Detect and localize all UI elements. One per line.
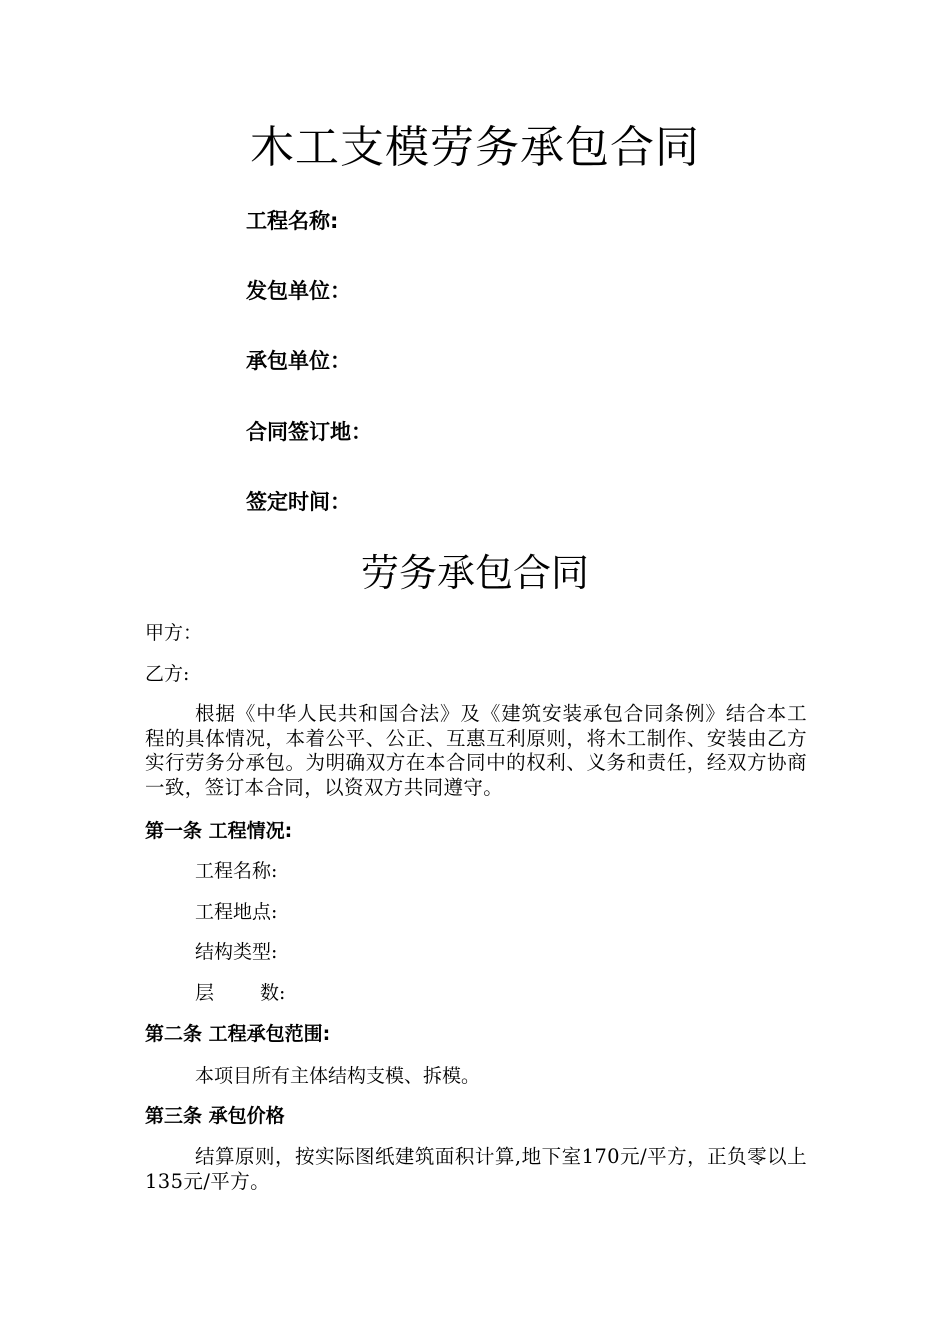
contract-title: 劳务承包合同 bbox=[360, 551, 589, 595]
signing-date-field: 签定时间： bbox=[246, 490, 351, 514]
signing-place-field: 合同签订地： bbox=[246, 420, 372, 444]
party-b: 乙方: bbox=[145, 663, 190, 685]
article-1-location: 工程地点: bbox=[195, 901, 278, 923]
article-1-project-name: 工程名称: bbox=[195, 860, 278, 882]
article-2-heading: 第二条 工程承包范围: bbox=[145, 1023, 331, 1045]
article-3-text: 结算原则，按实际图纸建筑面积计算,地下室170元/平方，正负零以上135元/平方。 bbox=[145, 1145, 807, 1193]
article-3-heading: 第三条 承包价格 bbox=[145, 1105, 285, 1127]
article-2-text: 本项目所有主体结构支模、拆模。 bbox=[195, 1065, 481, 1087]
article-1-floors bbox=[195, 980, 285, 1006]
project-name-field: 工程名称: bbox=[246, 209, 339, 233]
article-1-structure-type: 结构类型: bbox=[195, 941, 278, 963]
intro-paragraph: 根据《中华人民共和国合法》及《建筑安装承包合同条例》结合本工程的具体情况，本着公平、公正、互惠互利原则，将木工制作、安装由乙方实行劳务分承包。为明确双方在本合同中的权利、义务和责任，经双方协商一致，签订本合同，以资双方共同遵守。 bbox=[145, 702, 807, 799]
main-title: 木工支模劳务承包合同 bbox=[250, 122, 700, 173]
floors-label-part-1: 层 bbox=[195, 982, 215, 1004]
floors-label-part-2: 数: bbox=[260, 982, 286, 1004]
article-1-heading: 第一条 工程情况: bbox=[145, 820, 293, 842]
contractor-field: 承包单位： bbox=[246, 349, 351, 373]
party-a: 甲方： bbox=[145, 622, 203, 644]
employer-field: 发包单位： bbox=[246, 279, 351, 303]
